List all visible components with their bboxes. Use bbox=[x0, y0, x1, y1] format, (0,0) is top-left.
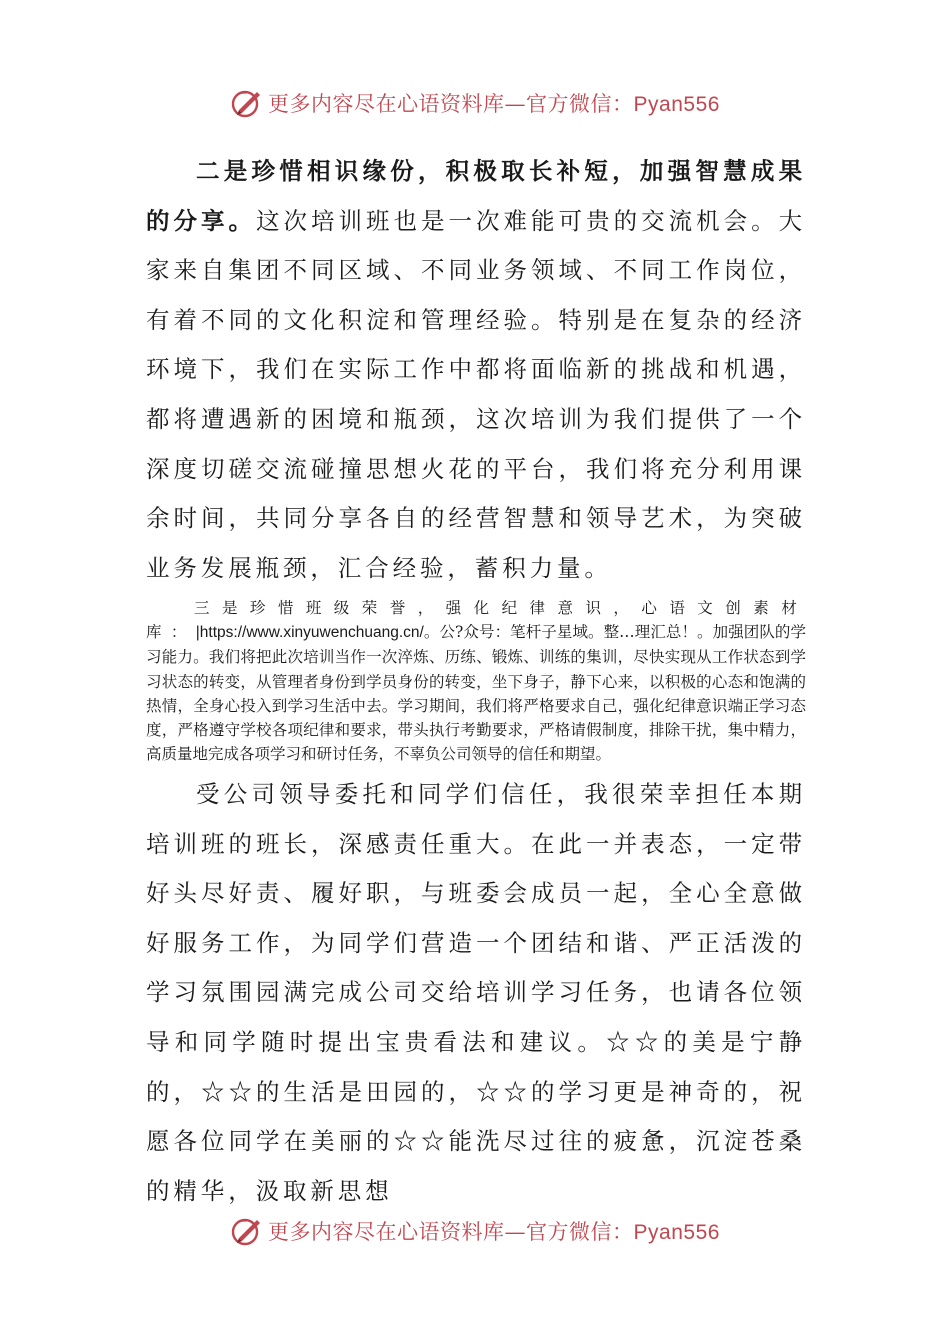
section-2-heading: 二是珍惜相识缘份，积极取长补短，加强智慧成果的分享。 bbox=[146, 157, 806, 235]
footer-banner-text: 更多内容尽在心语资料库—官方微信：Pyan556 bbox=[268, 1220, 720, 1244]
section-4-paragraph bbox=[146, 770, 806, 1216]
section-2-body: 这次培训班也是一次难能可贵的交流机会。大家来自集团不同区域、不同业务领域、不同工作岗位，有着不同的文化积淀和管理经验。特别是在复杂的经济环境下，我们在实际工作中都将面临新的挑战和机遇，都将遭遇新的困境和瓶颈，这次培训为我们提供了一个深度切磋交流碰撞思想火花的平台，我们将充分利用课余时间，共同分享各自的经营智慧和领导艺术，为突破业务发展瓶颈，汇合经验，蓄积力量。 bbox=[146, 206, 806, 582]
section-2-paragraph bbox=[146, 147, 806, 593]
header-banner bbox=[0, 78, 950, 128]
section-4-body: 受公司领导委托和同学们信任，我很荣幸担任本期培训班的班长，深感责任重大。在此一并表态，一定带好头尽好责、履好职，与班委会成员一起，全心全意做好服务工作，为同学们营造一个团结和谐、严正活泼的学习氛围园满完成公司交给培训学习任务，也请各位领导和同学随时提出宝贵看法和建议。☆☆的美是宁静的，☆☆的生活是田园的，☆☆的学习更是神奇的，祝愿各位同学在美丽的☆☆能洗尽过往的疲惫，沉淀苍桑的精华，汲取新思想 bbox=[146, 780, 806, 1205]
footer-banner bbox=[0, 1206, 950, 1256]
pen-circle-logo-icon bbox=[230, 1214, 264, 1248]
section-3-paragraph bbox=[146, 596, 806, 766]
header-banner-text: 更多内容尽在心语资料库—官方微信：Pyan556 bbox=[268, 92, 720, 116]
section-3-url: |https://www.xinyuwenchuang.cn/ bbox=[195, 624, 424, 642]
section-3-body: 。公?众号：笔杆子星域。整…理汇总！。加强团队的学习能力。我们将把此次培训当作一次淬炼、历练、锻炼、训练的集训，尽快实现从工作状态到学习状态的转变，从管理者身份到学员身份的转变，坐下身子，静下心来，以积极的心态和饱满的热情，全身心投入到学习生活中去。学习期间，我们将严格要求自己，强化纪律意识端正学习态度，严格遵守学校各项纪律和要求，带头执行考勤要求，严格请假制度，排除干扰，集中精力，高质量地完成各项学习和研讨任务，不辜负公司领导的信任和期望。 bbox=[146, 623, 807, 764]
section-3-lead: 三是珍惜班级荣誉，强化纪律意识，心语文创素材库： bbox=[146, 599, 806, 642]
pen-circle-logo-icon bbox=[230, 86, 264, 120]
